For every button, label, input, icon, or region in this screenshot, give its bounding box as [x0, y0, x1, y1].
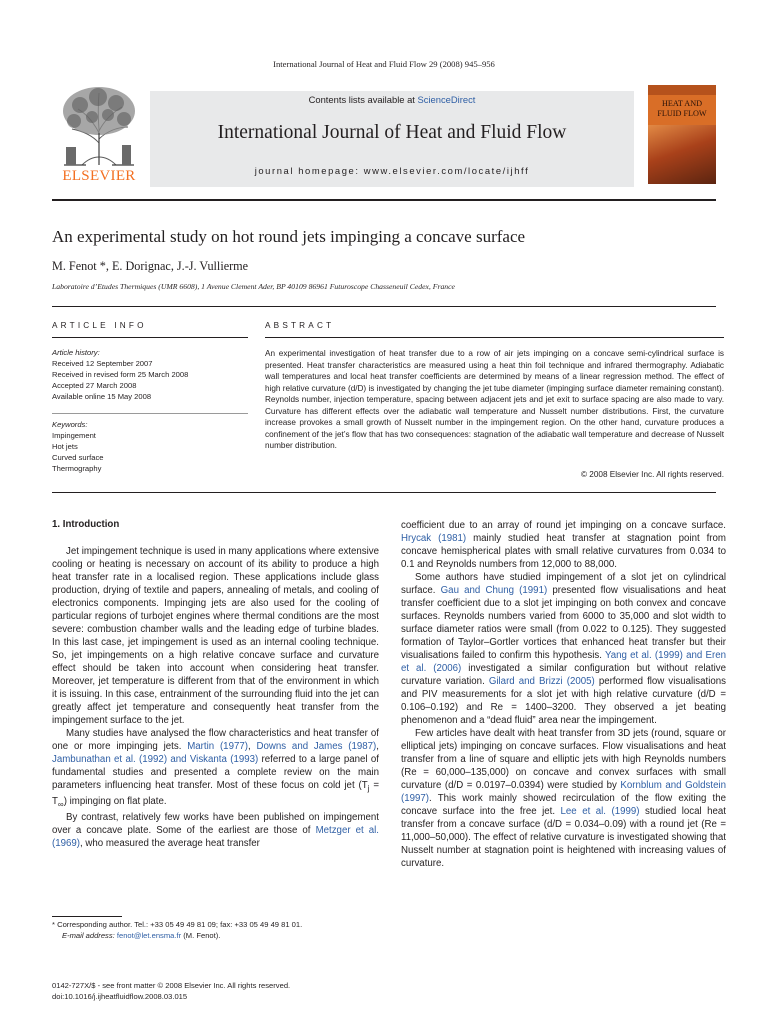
paragraph: Many studies have analysed the flow characteristics and heat transfer of one or more impinging jets. Martin (1977), Downs and James (1987), Jambunathan et al. (1992) and Viskanta (1993) referred to a large panel of fundamental studies and presented a complete review on the main parameters influencing heat transfer. Most of these focus on cold jet $(T_j = T_\infty)$ impinging on flat plate.: [52, 728, 379, 809]
citation-link[interactable]: Lee et al. (1999): [560, 806, 640, 817]
citation-link[interactable]: Kornblum and Goldstein (1997): [401, 780, 726, 804]
abstract-heading: ABSTRACT: [265, 321, 335, 330]
citation-link[interactable]: Jambunathan et al. (1992) and Viskanta (1993): [52, 754, 259, 765]
affiliation: Laboratoire d’Etudes Thermiques (UMR 6608), 1 Avenue Clement Ader, BP 40109 86961 Futuroscope Chasseneuil Cedex, France: [52, 282, 455, 291]
journal-homepage-link[interactable]: journal homepage: www.elsevier.com/locate/ijhff: [254, 165, 530, 176]
header-rule: [52, 199, 716, 201]
citation-link[interactable]: Gilard and Brizzi (2005): [488, 676, 595, 687]
citation-link[interactable]: Martin (1977): [187, 741, 248, 752]
tree-logo-icon: [52, 83, 146, 167]
email-note: E-mail address: fenot@let.ensma.fr (M. Fenot).: [62, 930, 221, 940]
email-link[interactable]: fenot@let.ensma.fr: [116, 930, 182, 940]
abstract-text: An experimental investigation of heat transfer due to a row of air jets impinging on a concave semi-cylindrical surface is presented. Heat transfer characteristics are measured using a heat thin foil technique and infrared thermography. Adiabatic wall temperatures and local heat transfer coefficients are determined by means of a linear regression method. The effect of high relative curvature (d/D) is investigated by changing the jet tube diameter (impinging surface diameter remaining constant). Reynolds number, injection temperature, spacing between adjacent jets and jet exit to surface spacing are also made to vary. Curvature has different effects over the adiabatic wall temperature and Nusselt number distributions. First, the curvature increase provokes a small growth of Nusselt number in the impingement region. On the other hand, curvature produces a confinement of the jet’s flow that has two consequences: stagnation of the adiabatic wall temperature and decrease of Nusselt number distribution.: [265, 349, 724, 450]
abstract-rule: [265, 337, 724, 338]
keywords: Keywords: Impingement Hot jets Curved surface Thermography: [52, 419, 248, 474]
citation-link[interactable]: Metzger et al. (1969): [52, 824, 379, 849]
footnote-rule: [52, 916, 122, 917]
keywords-rule: [52, 413, 248, 414]
abstract-copyright: © 2008 Elsevier Inc. All rights reserved.: [580, 470, 724, 479]
keyword: Impingement: [52, 431, 96, 440]
citation-link[interactable]: Yang et al. (1999) and Eren et al. (2006): [401, 650, 726, 674]
cover-title: HEAT AND FLUID FLOW: [657, 99, 707, 118]
contents-line: Contents lists available at ScienceDirect: [308, 94, 476, 105]
running-head: International Journal of Heat and Fluid Flow 29 (2008) 945–956: [273, 59, 495, 69]
journal-banner: [150, 91, 634, 187]
article-info-heading: ARTICLE INFO: [52, 321, 147, 330]
front-matter: 0142-727X/$ - see front matter © 2008 Elsevier Inc. All rights reserved. doi:10.1016/j.ijheatfluidflow.2008.03.015: [52, 980, 382, 1002]
elsevier-wordmark: ELSEVIER: [62, 168, 136, 184]
citation-link[interactable]: Gau and Chung (1991): [440, 585, 548, 596]
cover-image: [648, 125, 716, 184]
cover-top-strip: [648, 85, 716, 95]
keyword: Curved surface: [52, 453, 104, 462]
paragraph: By contrast, relatively few works have been published on impingement over a concave plate. Some of the earliest are those of Metzger et al. (1969), who measured the average heat transfer: [52, 811, 379, 849]
footnote: [52, 920, 382, 941]
abstract-bottom-rule: [52, 492, 716, 493]
article-title: An experimental study on hot round jets impinging a concave surface: [52, 227, 526, 246]
keyword: Thermography: [52, 464, 102, 473]
journal-title: International Journal of Heat and Fluid Flow: [217, 122, 567, 143]
section-heading-introduction: 1. Introduction: [52, 519, 120, 530]
paragraph: Few articles have dealt with heat transfer from 3D jets (round, square or elliptical jets) impinging on concave surfaces. Flow visualisations and heat transfer from a line of square and elliptic jets with high Reynolds numbers (Re = 60,000–135,000) on concave and convex surfaces with small curvature (d/D = 0.0197–0.0394) were studied by Kornblum and Goldstein (1997). This work mainly showed recirculation of the flow exiting the concave surface into the free jet. Lee et al. (1999) studied local heat transfer from a concave surface (d/D = 0.034–0.09) with a round jet (Re = 11,000–50,000). The effect of relative curvature is investigated showing that Nusselt number at stagnation point is heightened with increasing values of curvature.: [401, 728, 727, 869]
article-history: Article history: Received 12 September 2007 Received in revised form 25 March 2008 Accepted 27 March 2008 Available online 15 May 2008: [52, 348, 189, 401]
body-column-left: [52, 545, 379, 850]
elsevier-logo[interactable]: [52, 83, 146, 185]
affiliation-rule: [52, 306, 716, 307]
article-info-rule: [52, 337, 248, 338]
doi-link[interactable]: doi:10.1016/j.ijheatfluidflow.2008.03.015: [52, 992, 188, 1001]
paragraph: coefficient due to an array of round jet impinging on a concave surface. Hrycak (1981) mainly studied heat transfer at stagnation point from concave hemispherical plates with small relative curvatures from 0.034 to 0.1 and Reynolds numbers from 12,000 to 88,000.: [401, 520, 726, 570]
corresponding-star[interactable]: *: [96, 259, 106, 273]
citation-link[interactable]: Hrycak (1981): [401, 533, 467, 544]
paragraph: Some authors have studied impingement of a slot jet on cylindrical surface. Gau and Chung (1991) presented flow visualisations and heat transfer coefficient due to a slot jet impinging on both convex and concave surfaces. Reynolds numbers varied from 6000 to 35,000 and slot width to surface diameter ratios were small (from 0.022 to 0.125). They suggested formation of Taylor–Gortler vortices that enhanced heat transfer but their visualisations failed to confirm this hypothesis. Yang et al. (1999) and Eren et al. (2006) investigated a similar configuration but without relative curvature variation. Gilard and Brizzi (2005) performed flow visualisations and PIV measurements for a slot jet with high relative curvature (d/D = 0.106–0.192) and Re = 1400–3200. They observed a jet beating phenomenon and a “dead fluid” area near the impingement.: [401, 572, 726, 726]
citation-link[interactable]: Downs and James (1987): [256, 741, 377, 752]
authors: M. Fenot *, E. Dorignac, J.-J. Vullierme: [52, 259, 249, 273]
paragraph: Jet impingement technique is used in many applications where extensive cooling or heating is necessary on account of its ability to produce a high heat transfer rate in a localised region. These applications include glass production, drying of textile and papers, annealing of metals, and cooling of electronics components. Impinging jets are also used for the cooling of particular regions of turbojet engines where thermal conditions are the most severe: combustion chamber walls and the leading edge of turbine blades. In this last case, jet impingement is used as an internal cooling technique. So, jet impingements on a high relative concave surface and curvature effect should be taken into account when considering heat transfer. Moreover, jet temperature is different from that of the environment in which it is issuing. In this case, entrainment of the surrounding fluid into the jet can greatly affect jet temperature and consequently heat transfer from the impingement surface to the jet.: [52, 546, 379, 726]
corresponding-author-note: * Corresponding author. Tel.: +33 05 49 49 81 09; fax: +33 05 49 49 81 01.: [52, 920, 303, 929]
body-column-right: [401, 519, 726, 870]
journal-cover-thumbnail[interactable]: [648, 85, 716, 184]
sciencedirect-link[interactable]: ScienceDirect: [417, 94, 476, 105]
author-fenot[interactable]: M. Fenot: [52, 259, 97, 273]
keyword: Hot jets: [52, 442, 78, 451]
